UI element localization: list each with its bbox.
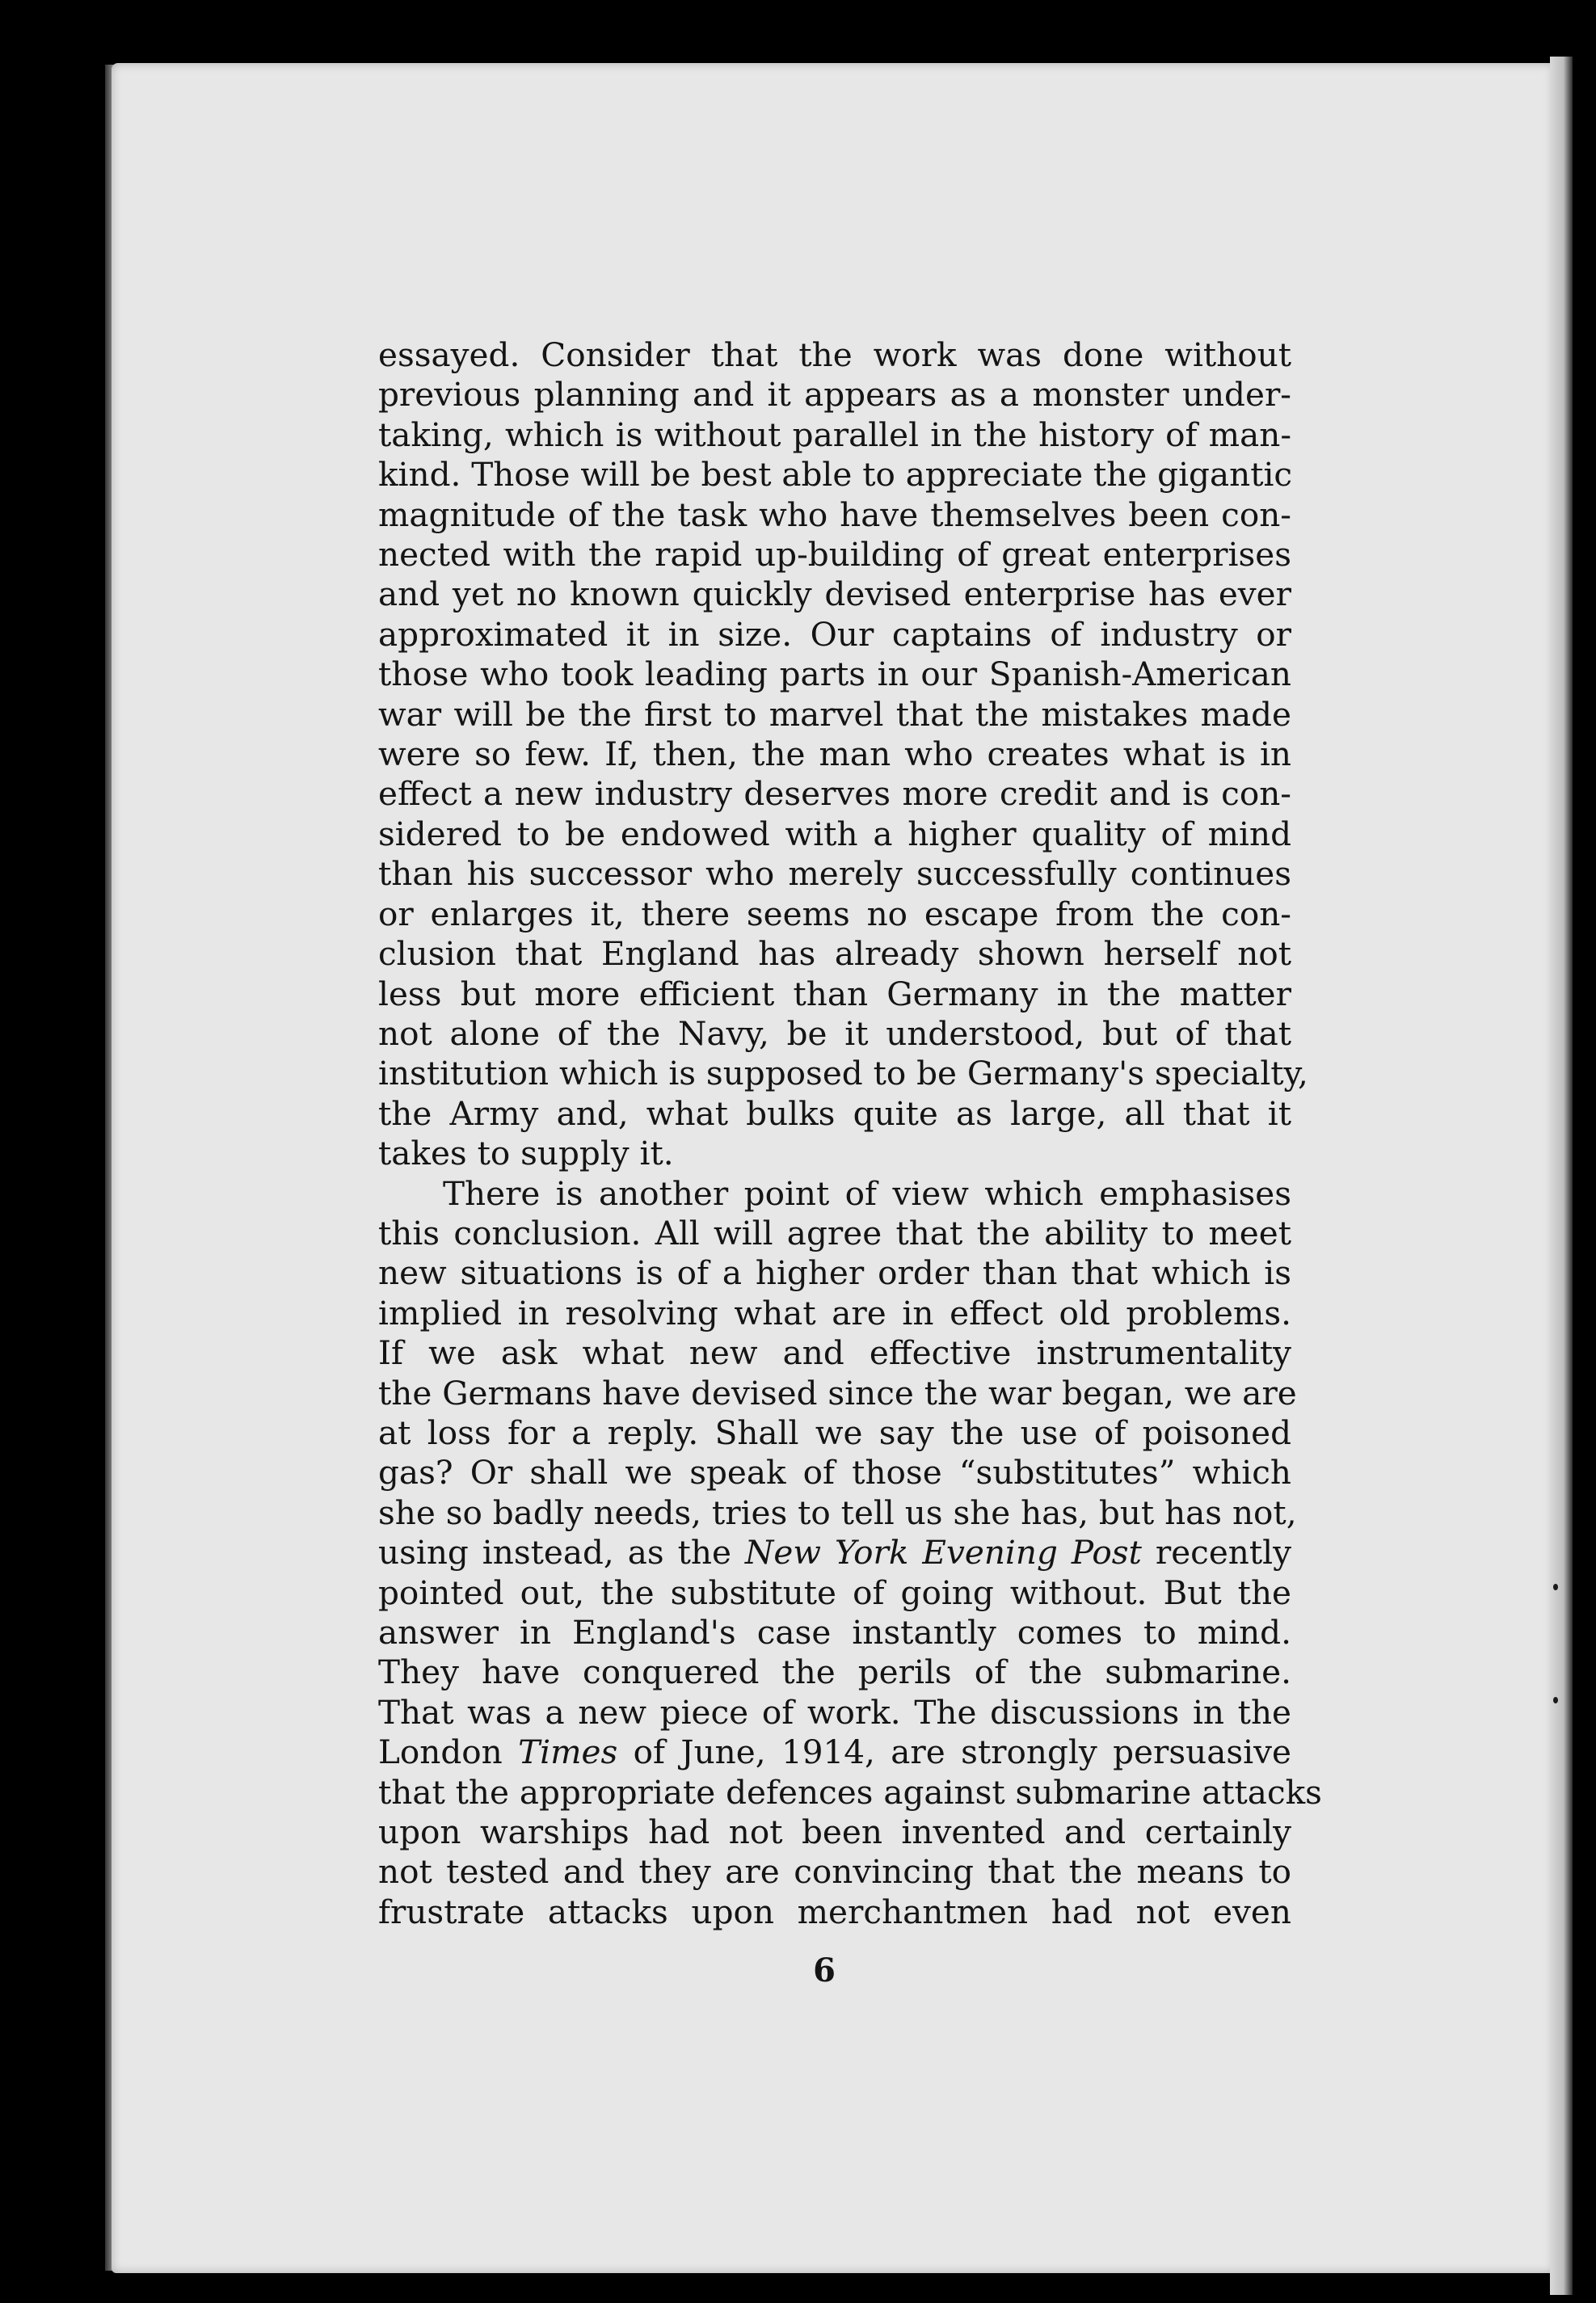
text-line-with-italic (378, 1533, 1291, 1573)
text-line: approximated it in size. Our captains of industry or (378, 614, 1291, 654)
page-number-container (0, 1951, 1596, 1989)
text-line: at loss for a reply. Shall we say the use of poisoned (378, 1413, 1291, 1452)
scan-speck (1553, 1697, 1558, 1703)
italic-title-times: Times (518, 1733, 618, 1772)
text-line: previous planning and it appears as a monster under- (378, 375, 1291, 415)
text-line: not tested and they are convincing that the means to (378, 1852, 1291, 1892)
text-line: she so badly needs, tries to tell us she has, but has not, (378, 1493, 1297, 1532)
text-line: war will be the first to marvel that the mistakes made (378, 694, 1291, 734)
text-line: upon warships had not been invented and certainly (378, 1813, 1291, 1852)
text-line: those who took leading parts in our Spanish-American (378, 655, 1291, 694)
text-line-with-italic (378, 1733, 1291, 1772)
text-line: nected with the rapid up-building of great enterprises (378, 535, 1291, 575)
text-line: sidered to be endowed with a higher quality of mind (378, 814, 1291, 853)
text-line: essayed. Consider that the work was done without (378, 335, 1291, 374)
text-line: They have conquered the perils of the submarine. (378, 1653, 1291, 1692)
text-line: clusion that England has already shown herself not (378, 934, 1291, 974)
text-segment: London (378, 1733, 519, 1772)
text-line: the Germans have devised since the war began, we are (378, 1373, 1297, 1413)
text-line: institution which is supposed to be Germany's specialty, (378, 1054, 1308, 1093)
text-line: answer in England's case instantly comes to mind. (378, 1613, 1291, 1652)
text-line: less but more efficient than Germany in the matter (378, 974, 1291, 1013)
text-segment: of June, 1914, are strongly persuasive (617, 1733, 1291, 1772)
text-line: that the appropriate defences against submarine attacks (378, 1772, 1322, 1812)
text-line: this conclusion. All will agree that the ability to meet (378, 1213, 1291, 1253)
text-line: or enlarges it, there seems no escape from the con- (378, 894, 1291, 933)
text-line: were so few. If, then, the man who creates what is in (378, 735, 1291, 774)
text-line: frustrate attacks upon merchantmen had not even (378, 1892, 1291, 1931)
text-line: That was a new piece of work. The discussions in the (378, 1692, 1291, 1732)
text-line: than his successor who merely successfully continues (378, 854, 1291, 894)
text-line: magnitude of the task who have themselves been con- (378, 495, 1291, 534)
text-segment: using instead, as the (378, 1533, 745, 1573)
text-line: gas? Or shall we speak of those “substitutes” which (378, 1453, 1291, 1493)
text-line: kind. Those will be best able to appreciate the gigantic (378, 455, 1293, 495)
text-line: implied in resolving what are in effect old problems. (378, 1293, 1291, 1333)
italic-title-new-york-evening-post: New York Evening Post (744, 1533, 1142, 1573)
text-line: new situations is of a higher order than that which is (378, 1253, 1291, 1293)
text-line: effect a new industry deserves more credit and is con- (378, 774, 1291, 814)
text-line: takes to supply it. (378, 1134, 674, 1173)
text-line: the Army and, what bulks quite as large, all that it (378, 1093, 1291, 1133)
paragraph-start-line: There is another point of view which emphasises (443, 1173, 1291, 1213)
page-number: 6 (813, 1951, 836, 1989)
text-segment: recently (1141, 1533, 1292, 1573)
scan-speck (1553, 1584, 1558, 1590)
text-line: If we ask what new and effective instrumentality (378, 1333, 1291, 1373)
text-line: not alone of the Navy, be it understood, but of that (378, 1013, 1291, 1053)
body-text (378, 335, 1322, 1932)
text-line: and yet no known quickly devised enterprise has ever (378, 575, 1291, 614)
text-line: taking, which is without parallel in the history of man- (378, 415, 1291, 454)
text-line: pointed out, the substitute of going without. But the (378, 1573, 1291, 1612)
